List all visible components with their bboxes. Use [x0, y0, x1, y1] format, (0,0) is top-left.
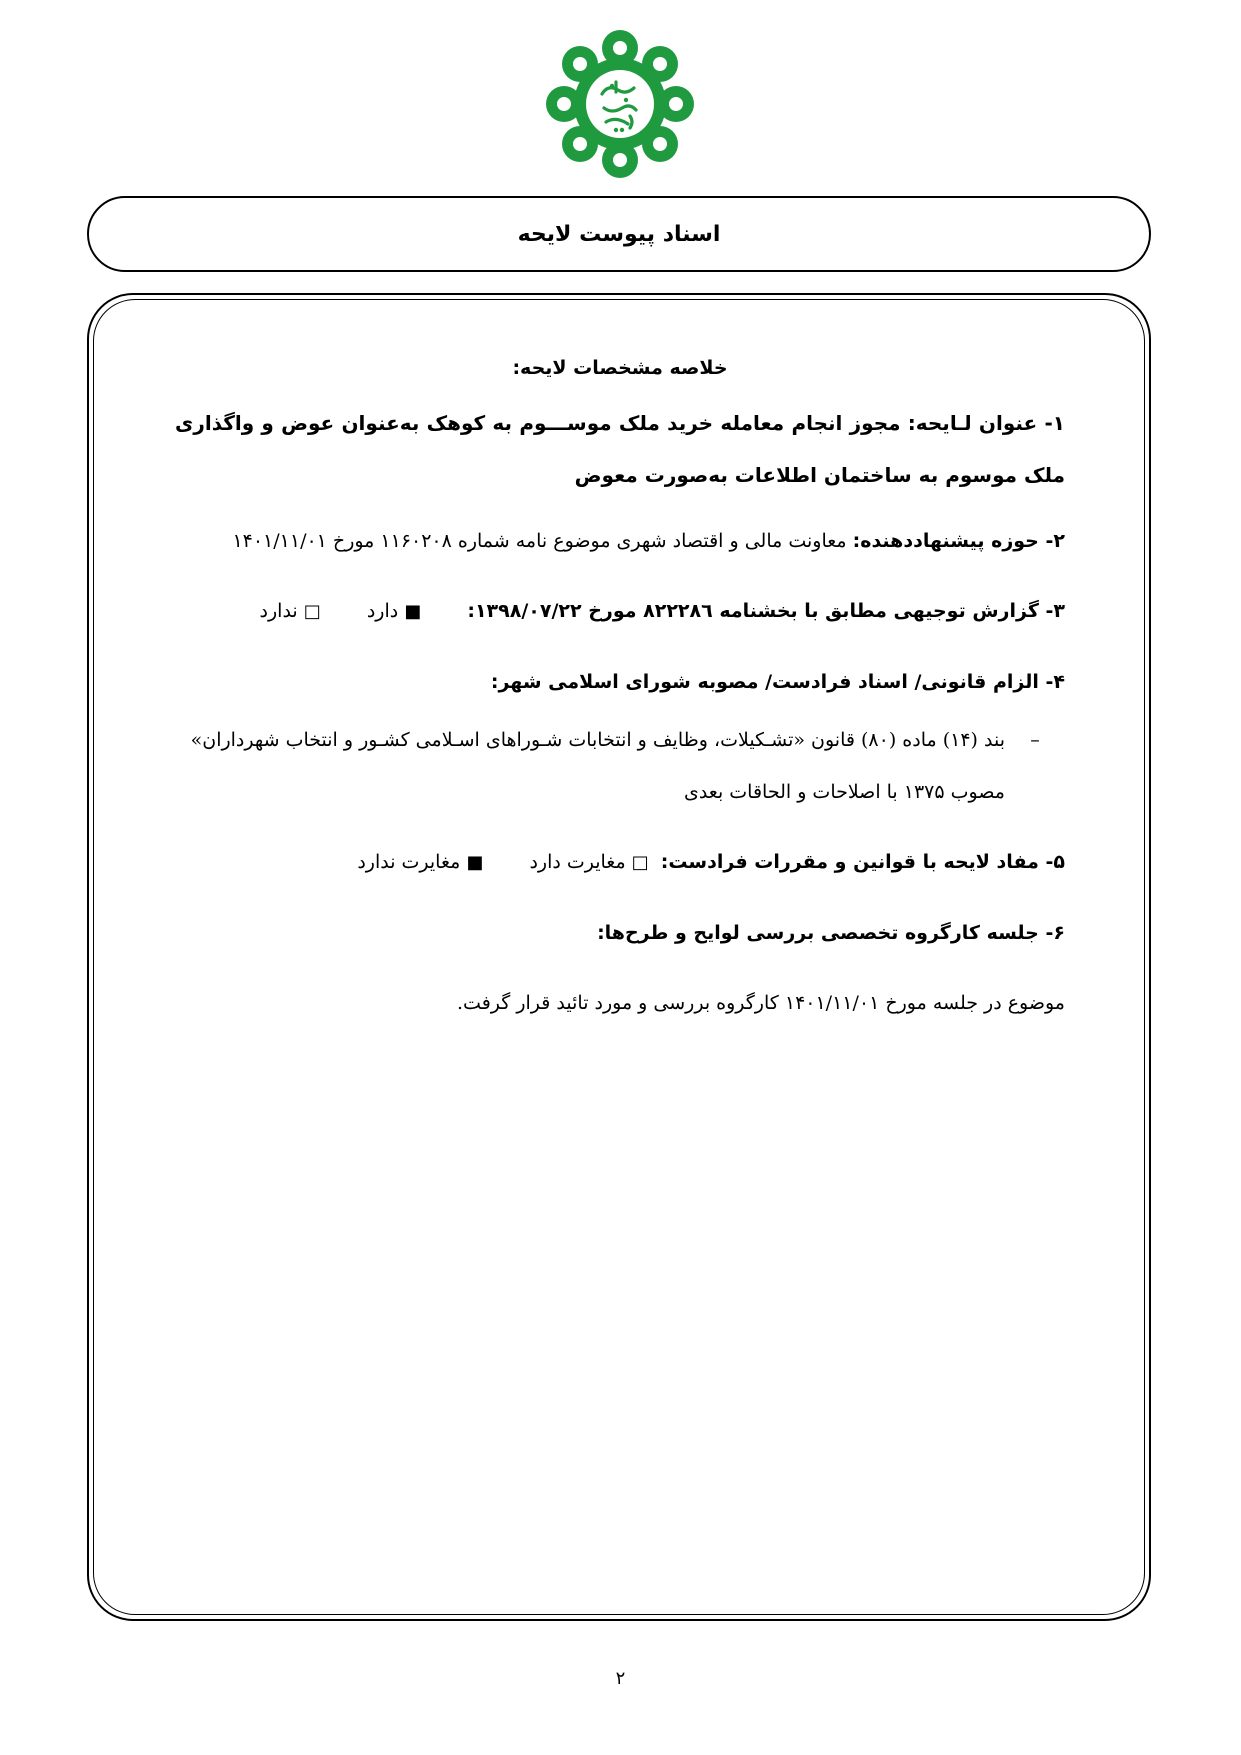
header-title: اسناد پیوست لایحه [517, 221, 721, 247]
item-5-conformity [175, 836, 1065, 889]
item-3-justification-report [175, 585, 1065, 638]
item-1-label: ۱- عنوان لـایحه: [907, 411, 1065, 435]
empty-checkbox-icon: □ [303, 601, 321, 622]
item-4-bullet [175, 714, 1065, 818]
item-4-label: ۴- الزام قانونی/ اسناد فرادست/ مصوبه شورای اسلامی شهر: [490, 671, 1065, 693]
item-2-text: معاونت مالی و اقتصاد شهری موضوع نامه شماره ۱۱۶۰۲۰۸ مورخ ۱۴۰۱/۱۱/۰۱ [232, 530, 847, 552]
item-2-label: ۲- حوزه پیشنهاددهنده: [852, 530, 1065, 552]
item-5-option-conflict: مغایرت دارد [529, 851, 626, 873]
item-4-bullet-text: بند (۱۴) ماده (۸۰) قانون «تشـکیلات، وظایف و انتخابات شـوراهای اسـلامی کشـور و انتخاب شهرداران» مصوب ۱۳۷۵ با اصلاحات و الحاقات بعدی [190, 729, 1005, 803]
item-1-title [175, 397, 1065, 501]
filled-checkbox-icon: ■ [404, 601, 422, 622]
item-1-text: مجوز انجام معامله خرید ملک موســـوم به کوهک به‌عنوان عوض و واگذاری ملک موسوم به ساختمان اطلاعات به‌صورت معوض [175, 411, 1065, 487]
tehran-council-logo-icon [546, 30, 694, 178]
empty-checkbox-icon: □ [631, 852, 649, 873]
bullet-dash: – [1030, 729, 1040, 751]
item-3-option-yes: دارد [366, 600, 399, 622]
item-5-label: ۵- مفاد لایحه با قوانین و مقررات فرادست: [660, 851, 1065, 873]
item-2-proposer [175, 515, 1065, 567]
item-6-label: ۶- جلسه کارگروه تخصصی بررسی لوایح و طرح‌ها: [597, 922, 1065, 944]
page-number: ۲ [615, 1668, 626, 1689]
summary-title: خلاصه مشخصات لایحه: [512, 357, 728, 379]
item-3-label: ۳- گزارش توجیهی مطابق با بخشنامه ۸۲۲۲۸٦ مورخ ۱۳۹۸/۰۷/۲۲: [467, 600, 1065, 622]
header-box [87, 196, 1151, 272]
item-3-option-no: ندارد [259, 600, 298, 622]
content-area [175, 345, 1065, 1029]
filled-checkbox-icon: ■ [466, 852, 484, 873]
item-6-text: موضوع در جلسه مورخ ۱۴۰۱/۱۱/۰۱ کارگروه بررسی و مورد تائید قرار گرفت. [457, 992, 1065, 1014]
item-5-option-no-conflict: مغایرت ندارد [357, 851, 461, 873]
